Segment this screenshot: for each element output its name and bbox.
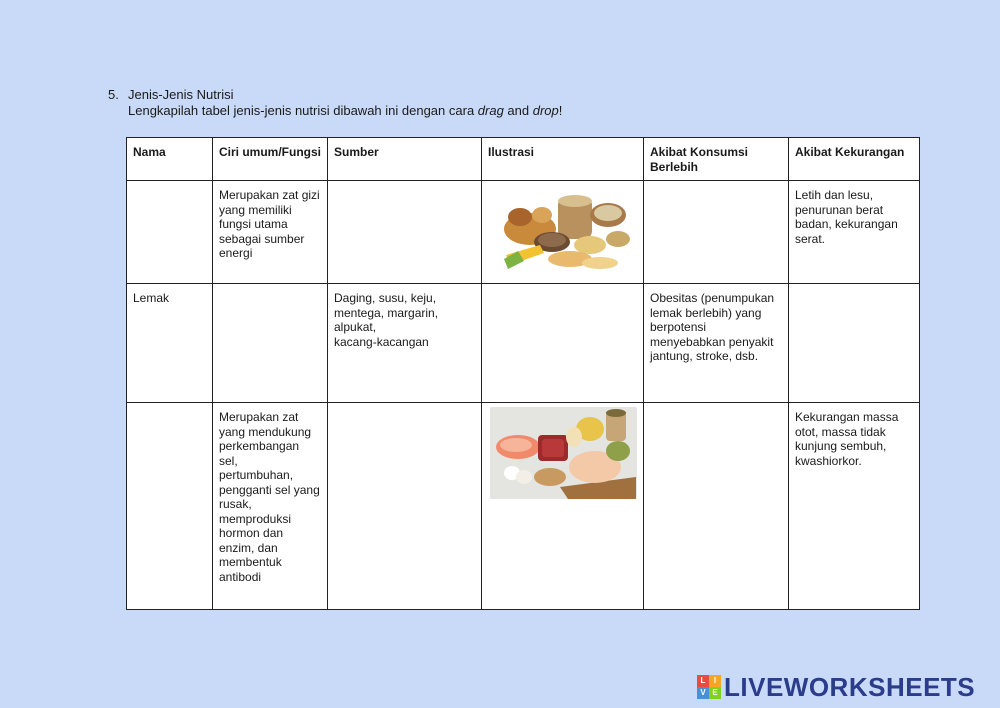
- header-berlebih: [644, 138, 789, 181]
- liveworksheets-logo: [697, 672, 975, 702]
- drop-cell-sumber[interactable]: [328, 181, 482, 284]
- instruction-suffix: !: [558, 103, 563, 118]
- cell-berlebih: Obesitas (penumpukan lemak berlebih) yang berpotensi menyebabkan penyakit jantung, stroke, dsb.: [644, 284, 789, 403]
- header-ilustrasi: Ilustrasi: [482, 138, 644, 181]
- logo-square-blue: V: [697, 687, 709, 699]
- drop-cell-ciri[interactable]: [213, 284, 328, 403]
- table-row: [127, 284, 920, 403]
- header-sumber: Sumber: [328, 138, 482, 181]
- section-title: Jenis-Jenis Nutrisi: [128, 87, 234, 102]
- drop-cell-berlebih[interactable]: [644, 181, 789, 284]
- drop-cell-nama[interactable]: [127, 403, 213, 610]
- drop-cell-nama[interactable]: [127, 181, 213, 284]
- logo-square-orange: I: [709, 675, 721, 687]
- cell-ilustrasi: [482, 181, 644, 284]
- table-row: [127, 403, 920, 610]
- drop-cell-kekurangan[interactable]: [789, 284, 920, 403]
- instruction-drop: drop: [532, 103, 559, 118]
- drop-cell-berlebih[interactable]: [644, 403, 789, 610]
- instruction-drag: drag: [477, 103, 504, 118]
- cell-kekurangan: Kekurangan massa otot, massa tidak kunjung sembuh, kwashiorkor.: [789, 403, 920, 610]
- liveworksheets-logo-icon: [697, 675, 721, 699]
- cell-sumber: Daging, susu, keju, mentega, margarin, alpukat, kacang-kacangan: [328, 284, 482, 403]
- header-kekurangan: [789, 138, 920, 181]
- carbohydrate-foods-image: [490, 187, 637, 279]
- drop-cell-sumber[interactable]: [328, 403, 482, 610]
- nutrition-table: [126, 137, 920, 610]
- table-header-row: [127, 138, 920, 181]
- cell-ciri: Merupakan zat gizi yang memiliki fungsi utama sebagai sumber energi: [213, 181, 328, 284]
- cell-kekurangan: Letih dan lesu, penurunan berat badan, kekurangan serat.: [789, 181, 920, 284]
- protein-foods-image: [490, 407, 637, 499]
- header-nama: Nama: [127, 138, 213, 181]
- cell-ciri: Merupakan zat yang mendukung perkembangan sel, pertumbuhan, pengganti sel yang rusak, memproduksi hormon dan enzim, dan membentuk antibodi: [213, 403, 328, 610]
- instruction-text: Lengkapilah tabel jenis-jenis nutrisi dibawah ini dengan cara: [128, 103, 478, 118]
- header-ciri-label: Ciri umum/Fungsi: [219, 145, 321, 159]
- logo-square-green: E: [709, 687, 721, 699]
- table-row: [127, 181, 920, 284]
- header-kekurangan-label: Akibat Kekurangan: [795, 145, 905, 159]
- logo-square-red: L: [697, 675, 709, 687]
- header-ciri: [213, 138, 328, 181]
- header-berlebih-label: Akibat Konsumsi Berlebih: [650, 145, 749, 174]
- logo-text: LIVEWORKSHEETS: [724, 671, 976, 702]
- section-number: 5.: [108, 87, 119, 102]
- section-instruction: [108, 103, 562, 119]
- cell-ilustrasi: [482, 403, 644, 610]
- cell-nama: Lemak: [127, 284, 213, 403]
- section-heading: [108, 87, 562, 119]
- drop-cell-ilustrasi[interactable]: [482, 284, 644, 403]
- instruction-and: and: [503, 103, 533, 118]
